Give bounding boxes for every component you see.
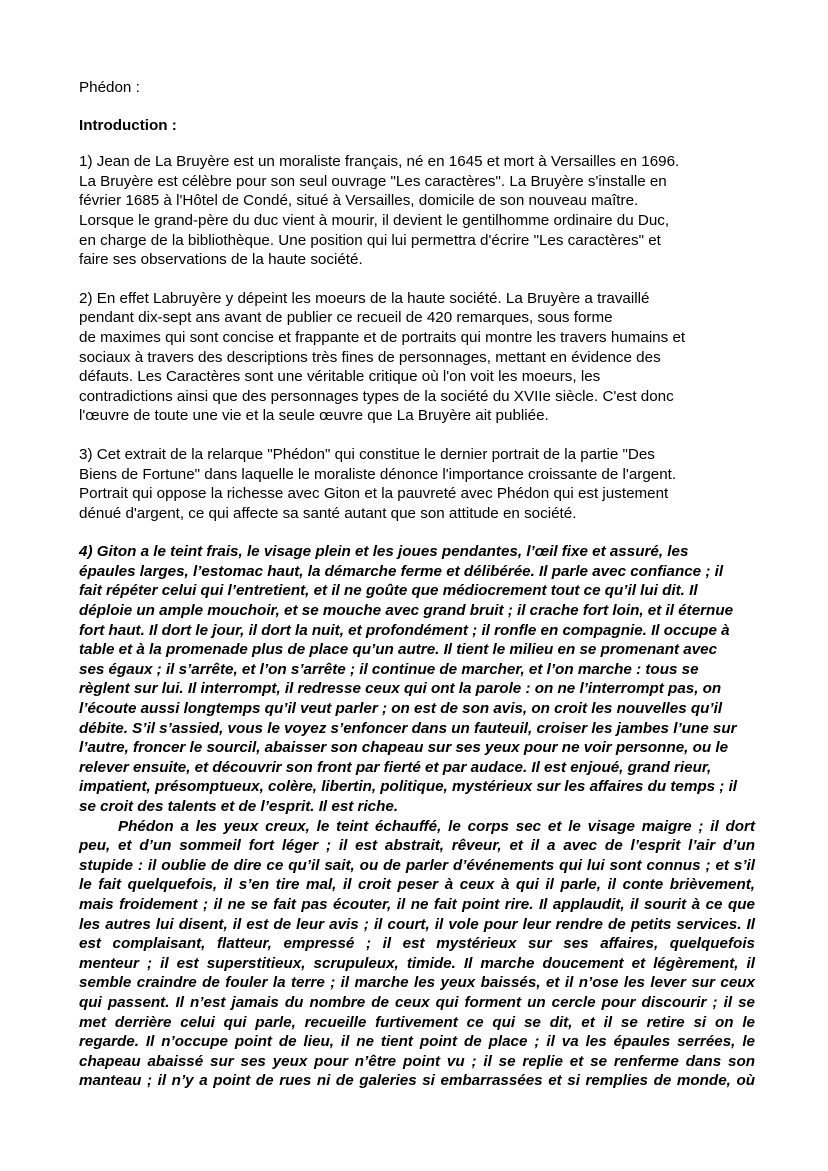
text-line: 3) Cet extrait de la relarque "Phédon" qui constitue le dernier portrait de la partie "Des: [79, 445, 655, 463]
text-line: 2) En effet Labruyère y dépeint les moeurs de la haute société. La Bruyère a travaillé: [79, 289, 650, 307]
text-line: le fait quelquefois, il s’en tire mal, il croit peser à ceux à qui il parle, il conte brièvement,: [79, 876, 755, 894]
text-line: sociaux à travers des descriptions très fines de personnages, mettant en évidence des: [79, 348, 661, 366]
text-line: faire ses observations de la haute société.: [79, 251, 363, 269]
text-line: l’écoute aussi longtemps qu’il veut parler ; on est de son avis, on croit les nouvelles qu’il: [79, 700, 723, 718]
paragraph-5-phedon: [79, 817, 755, 1091]
text-line: fort haut. Il dort le jour, il dort la nuit, et profondément ; il ronfle en compagnie. Il occupe à: [79, 621, 730, 639]
text-line: mais froidement ; il ne se fait pas écouter, il ne fait point rire. Il applaudit, il sourit à ce que: [79, 895, 755, 913]
text-line: qui passent. Il n’est jamais du nombre de ceux qui forment un cercle pour discourir ; il se: [79, 993, 755, 1011]
text-line: ses égaux ; il s’arrête, et l’on s’arrête ; il continue de marcher, et l’on marche : tous se: [79, 660, 699, 678]
text-line: 4) Giton a le teint frais, le visage plein et les joues pendantes, l’œil fixe et assuré, les: [79, 543, 689, 561]
text-line: l'œuvre de toute une vie et la seule œuvre que La Bruyère ait publiée.: [79, 407, 549, 425]
text-line: peu, et d’un sommeil fort léger ; il est abstrait, rêveur, et il a avec de l’esprit l’air d’un: [79, 837, 755, 855]
text-line: regarde. Il n’occupe point de lieu, il ne tient point de place ; il va les épaules serrées, le: [79, 1033, 755, 1051]
text-line: Biens de Fortune" dans laquelle le moraliste dénonce l'importance croissante de l'argent.: [79, 465, 677, 483]
text-line: manteau ; il n’y a point de rues ni de galeries si embarrassées et si remplies de monde, où: [79, 1072, 755, 1090]
paragraph-2: [79, 289, 755, 426]
text-line: défauts. Les Caractères sont une véritable critique où l'on voit les moeurs, les: [79, 368, 601, 386]
text-line: La Bruyère est célèbre pour son seul ouvrage "Les caractères". La Bruyère s'installe en: [79, 172, 667, 190]
text-line: chapeau abaissé sur ses yeux pour n’être point vu ; il se replie et se renferme dans son: [79, 1052, 755, 1070]
text-line: les autres lui disent, il est de leur avis ; il court, il vole pour leur rendre de petits services. Il: [79, 915, 755, 933]
text-line: pendant dix-sept ans avant de publier ce recueil de 420 remarques, sous forme: [79, 309, 613, 327]
text-line: contradictions ainsi que des personnages types de la société du XVIIe siècle. C'est donc: [79, 387, 674, 405]
text-line: se croit des talents et de l’esprit. Il est riche.: [79, 798, 399, 815]
text-line: en charge de la bibliothèque. Une position qui lui permettra d'écrire "Les caractères" et: [79, 231, 661, 249]
text-line: l’autre, froncer le sourcil, abaisser son chapeau sur ses yeux pour ne voir personne, ou le: [79, 739, 729, 757]
text-line: Lorsque le grand-père du duc vient à mourir, il devient le gentilhomme ordinaire du Duc,: [79, 211, 670, 229]
text-line: Portrait qui oppose la richesse avec Giton et la pauvreté avec Phédon qui est justement: [79, 485, 669, 503]
text-line: débite. S’il s’assied, vous le voyez s’enfoncer dans un fauteuil, croiser les jambes l’une sur: [79, 719, 737, 737]
text-line: Phédon a les yeux creux, le teint échauffé, le corps sec et le visage maigre ; il dort: [118, 817, 755, 835]
text-line: impatient, présomptueux, colère, libertin, politique, mystérieux sur les affaires du temps ; il: [79, 778, 738, 796]
text-line: février 1685 à l'Hôtel de Condé, situé à Versailles, domicile de son nouveau maître.: [79, 192, 639, 210]
text-line: semble craindre de fouler la terre ; il marche les yeux baissés, et il n’ose les lever sur ceux: [79, 974, 755, 992]
section-heading: Introduction :: [79, 116, 177, 134]
text-line: est complaisant, flatteur, empressé ; il est mystérieux sur ses affaires, quelquefois: [79, 935, 755, 953]
text-line: dénué d'argent, ce qui affecte sa santé autant que son attitude en société.: [79, 504, 577, 522]
document-page: [79, 78, 755, 1091]
text-line: fait répéter celui qui l’entretient, et il ne goûte que médiocrement tout ce qu’il lui dit. Il: [79, 582, 698, 600]
text-line: menteur ; il est superstitieux, scrupuleux, timide. Il marche doucement et légèrement, il: [79, 954, 755, 972]
text-line: stupide : il oublie de dire ce qu’il sait, ou de parler d’événements qui lui sont connus ; et s’il: [79, 856, 755, 874]
text-line: règlent sur lui. Il interrompt, il redresse ceux qui ont la parole : on ne l’interrompt pas, on: [79, 680, 722, 698]
text-line: déploie un ample mouchoir, et se mouche avec grand bruit ; il crache fort loin, et il éternue: [79, 602, 734, 620]
text-line: relever ensuite, et découvrir son front par fierté et par audace. Il est enjoué, grand rieur,: [79, 758, 712, 776]
paragraph-1: [79, 152, 755, 270]
text-line: de maximes qui sont concise et frappante et de portraits qui montre les travers humains et: [79, 328, 686, 346]
text-line: table et à la promenade plus de place qu’un autre. Il tient le milieu en se promenant avec: [79, 641, 718, 659]
paragraph-4-giton: [79, 542, 755, 816]
document-title: Phédon :: [79, 79, 140, 96]
paragraph-3: [79, 445, 755, 523]
text-line: met derrière celui qui parle, recueille furtivement ce qui se dit, et il se retire si on le: [79, 1013, 755, 1031]
text-line: 1) Jean de La Bruyère est un moraliste français, né en 1645 et mort à Versailles en 1696.: [79, 153, 680, 171]
text-line: épaules larges, l’estomac haut, la démarche ferme et délibérée. Il parle avec confiance ; il: [79, 562, 724, 580]
